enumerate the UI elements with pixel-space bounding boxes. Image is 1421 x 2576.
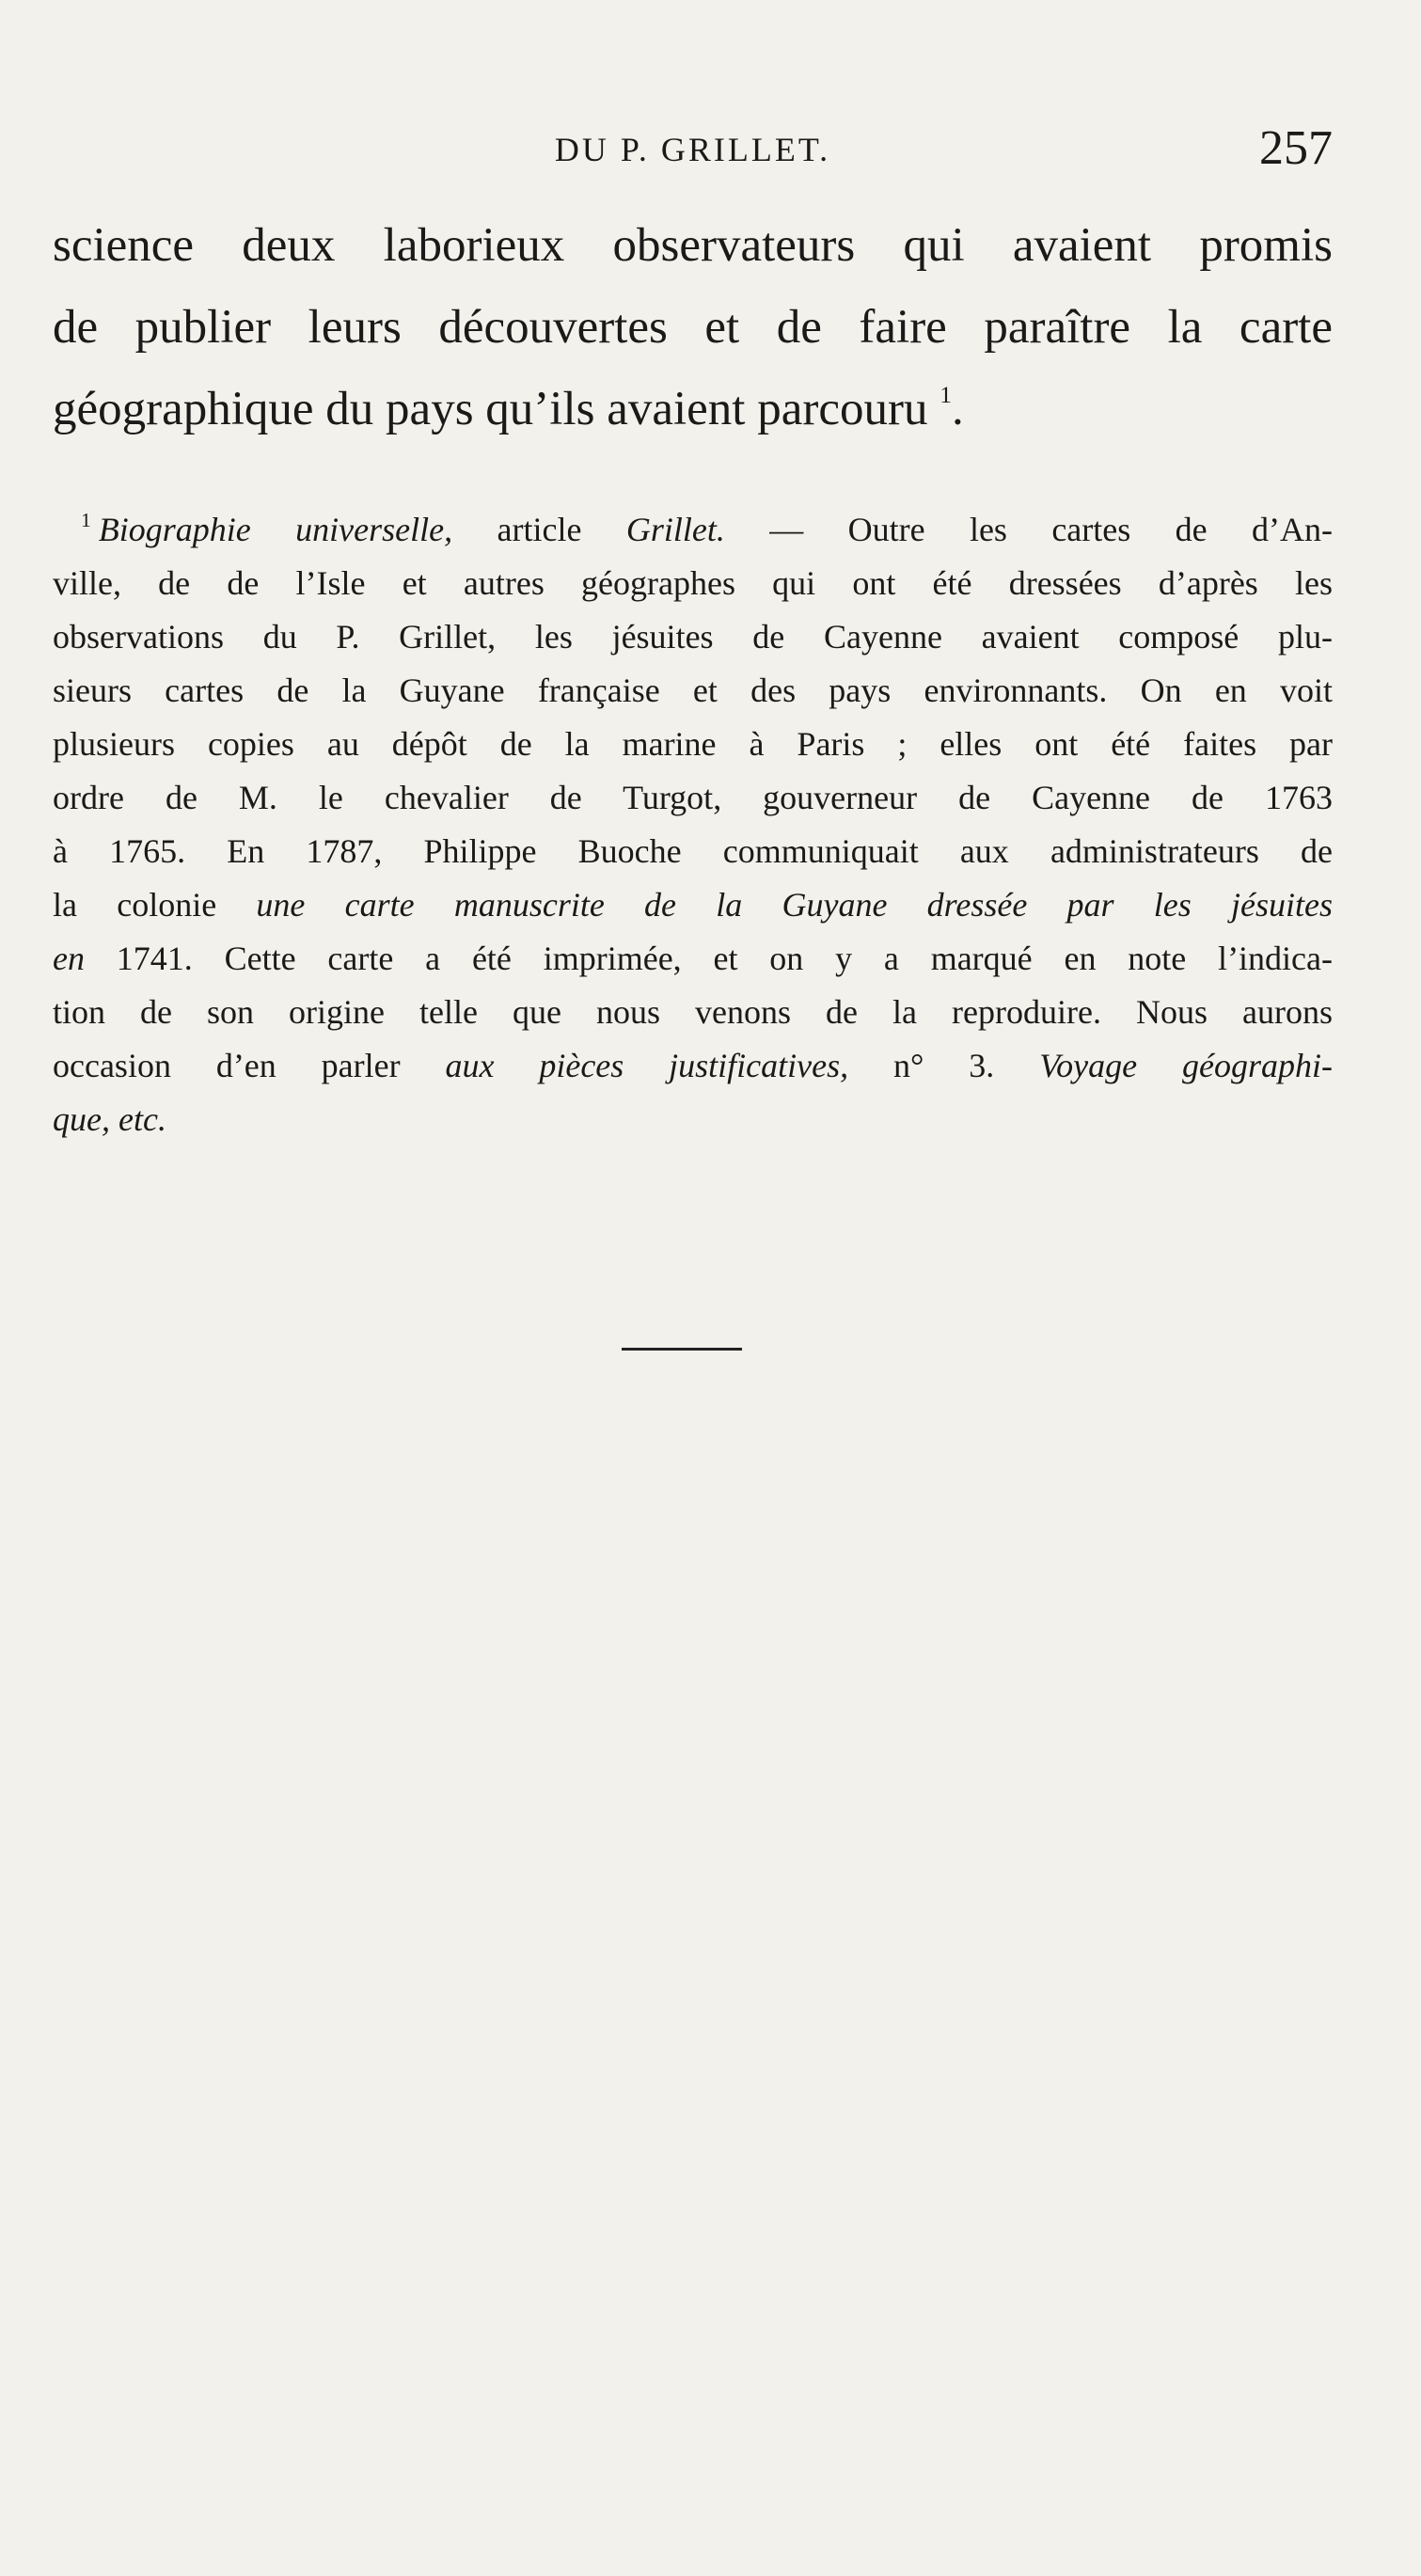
footnote <box>53 503 1333 1146</box>
footnote-line <box>53 932 1333 986</box>
footnote-line: ville, de de l’Isle et autres géographes qui ont été dressées d’après les <box>53 564 1333 602</box>
footnote-italic: Grillet. <box>625 511 725 548</box>
end-punctuation: . <box>951 383 964 435</box>
footnote-line: à 1765. En 1787, Philippe Buoche communiquait aux administrateurs de <box>53 832 1333 870</box>
footnote-italic: Voyage géographi- <box>1039 1047 1333 1084</box>
running-title: DU P. GRILLET. <box>554 131 831 168</box>
footnote-text: article <box>452 511 626 548</box>
text-line: de publier leurs découvertes et de faire paraître la carte <box>53 301 1333 354</box>
footnote-text: occasion d’en parler <box>53 1047 446 1084</box>
footnote-text: n° 3. <box>848 1047 1040 1084</box>
footnote-line: tion de son origine telle que nous venons de la reproduire. Nous aurons <box>53 993 1333 1031</box>
footnote-text: 1741. Cette carte a été imprimée, et on y a marqué en note l’indica- <box>84 940 1333 977</box>
footnote-line <box>53 503 1333 557</box>
footnote-line <box>53 1039 1333 1093</box>
section-rule <box>622 1348 742 1351</box>
footnote-line: observations du P. Grillet, les jésuites de Cayenne avaient composé plu- <box>53 618 1333 656</box>
footnote-italic: que, etc. <box>53 1100 166 1138</box>
footnote-line: ordre de M. le chevalier de Turgot, gouverneur de Cayenne de 1763 <box>53 779 1333 816</box>
footnote-line <box>53 878 1333 932</box>
text-line <box>53 369 1333 450</box>
footnote-text: — Outre les cartes de d’An- <box>724 511 1333 548</box>
footnote-italic: Biographie universelle, <box>98 511 453 548</box>
footnote-line: plusieurs copies au dépôt de la marine à Paris ; elles ont été faites par <box>53 725 1333 763</box>
text-line-content: géographique du pays qu’ils avaient parcouru <box>53 383 928 435</box>
footnote-text: la colonie <box>53 886 257 924</box>
footnote-line: sieurs cartes de la Guyane française et des pays environnants. On en voit <box>53 672 1333 709</box>
running-head <box>53 120 1333 177</box>
footnote-italic: une carte manuscrite de la Guyane dressée par les jésuites <box>256 886 1333 924</box>
footnote-reference: 1 <box>939 381 952 409</box>
footnote-mark: 1 <box>81 508 91 531</box>
footnote-italic: en <box>53 940 85 977</box>
text-line: science deux laborieux observateurs qui avaient promis <box>53 219 1333 272</box>
page-number: 257 <box>1259 121 1333 175</box>
footnote-italic: aux pièces justificatives, <box>445 1047 849 1084</box>
main-text <box>53 205 1333 450</box>
footnote-line <box>53 1093 1333 1146</box>
